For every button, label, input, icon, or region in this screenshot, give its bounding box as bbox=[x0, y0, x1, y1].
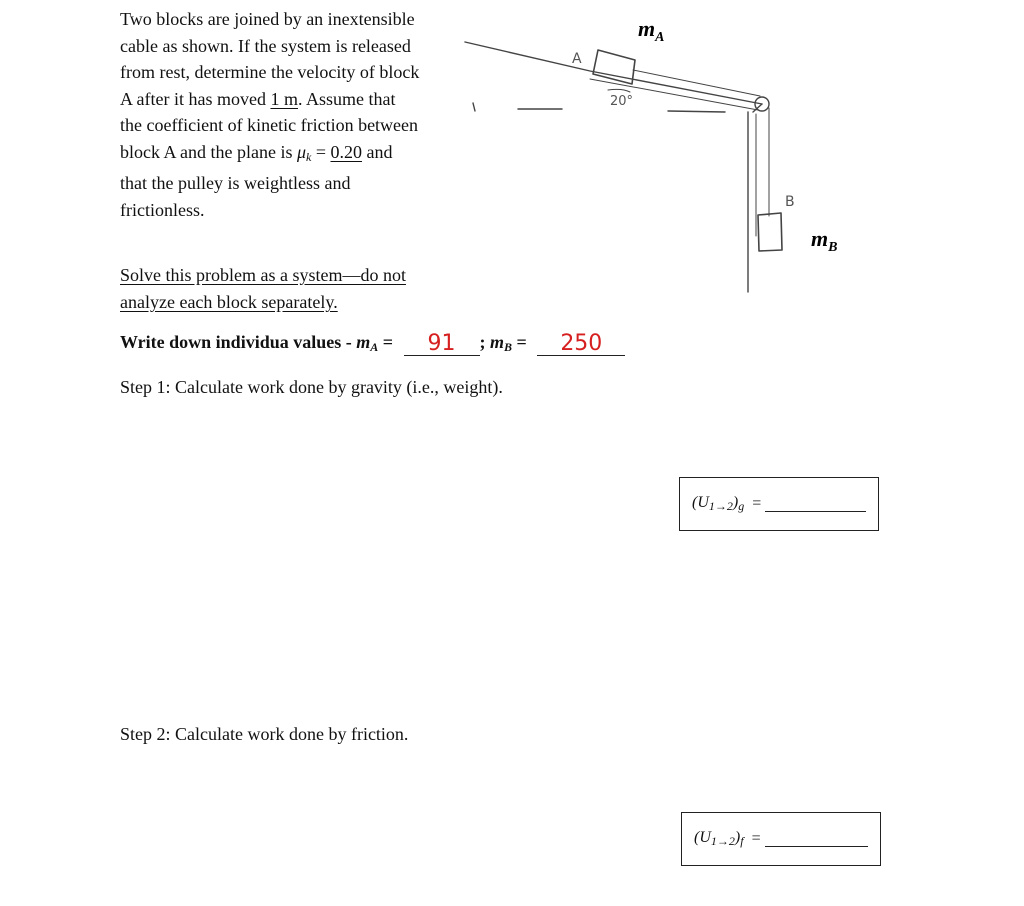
step-2-answer-box[interactable] bbox=[681, 812, 881, 866]
problem-text-1: Two blocks are joined by an inextensible cable as shown. If the system is released from rest, determine the velocity of block A after it has moved bbox=[120, 9, 420, 109]
step-2-expression: $(U_{1\to 2})_f$ bbox=[694, 829, 744, 848]
step-2-equals: = bbox=[751, 830, 761, 847]
mass-b-label: $m_B$ bbox=[811, 226, 838, 255]
values-line bbox=[120, 332, 625, 356]
reference-tick bbox=[473, 103, 475, 111]
block-b-label: B bbox=[785, 194, 795, 210]
step-1-answer-box[interactable] bbox=[679, 477, 879, 531]
mass-b-symbol: m bbox=[490, 332, 505, 352]
step-2-text: Step 2: Calculate work done by friction. bbox=[120, 724, 409, 744]
mu-value: 0.20 bbox=[330, 141, 362, 162]
angle-arc bbox=[608, 89, 630, 92]
mu-equals: = bbox=[311, 141, 331, 162]
mass-a-equals: = bbox=[378, 332, 398, 352]
mass-b-input[interactable]: 250 bbox=[537, 333, 625, 356]
step-1-expression: $(U_{1\to 2})_g$ bbox=[692, 494, 745, 513]
mass-a-subscript: A bbox=[370, 340, 379, 354]
mass-b-equals: = bbox=[512, 332, 532, 352]
step-2-answer-line[interactable] bbox=[765, 832, 868, 847]
mass-a-input[interactable]: 91 bbox=[404, 333, 480, 356]
values-separator: ; bbox=[479, 332, 491, 352]
problem-text-3: and that the pulley is weightless and frictionless. bbox=[120, 141, 393, 220]
mu-subscript: k bbox=[306, 149, 312, 164]
values-label: Write down individua values - bbox=[120, 332, 357, 352]
distance-value: 1 m bbox=[270, 88, 298, 109]
block-a-label: A bbox=[572, 51, 582, 67]
mu-symbol: μ bbox=[296, 141, 307, 162]
system-instruction: Solve this problem as a system—do not analyze each block separately. bbox=[120, 265, 406, 312]
angle-label: 20° bbox=[610, 94, 634, 109]
problem-text-2: . Assume that the coefficient of kinetic friction between block A and the plane is bbox=[120, 88, 419, 162]
step-1-answer-line[interactable] bbox=[765, 497, 866, 512]
mass-a-label: $m_A$ bbox=[638, 16, 665, 45]
pulley-diagram bbox=[440, 8, 880, 308]
step-1-equals: = bbox=[752, 495, 762, 512]
step-1-text: Step 1: Calculate work done by gravity (i.e., weight). bbox=[120, 377, 503, 397]
mass-a-symbol: m bbox=[356, 332, 371, 352]
horizontal-reference bbox=[518, 109, 725, 112]
problem-statement bbox=[120, 6, 420, 223]
block-b bbox=[758, 213, 782, 251]
mass-b-subscript: B bbox=[504, 340, 513, 354]
